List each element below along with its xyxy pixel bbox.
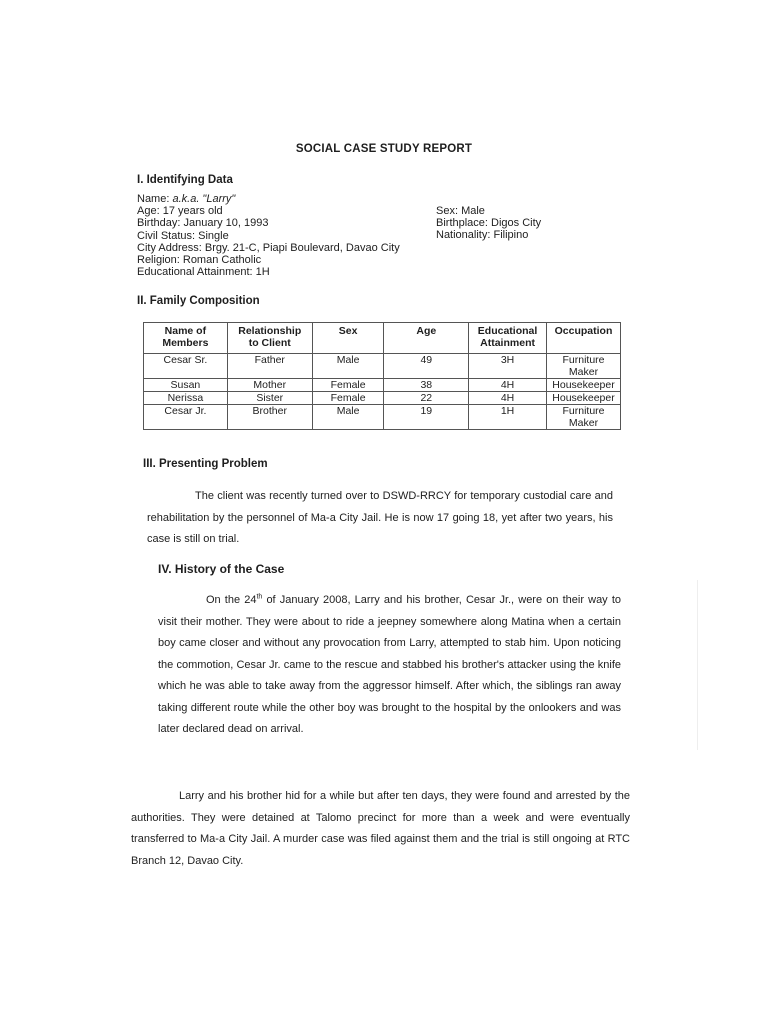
table-cell: Cesar Jr. — [144, 405, 228, 430]
family-composition-table — [143, 322, 621, 430]
table-cell: 4H — [469, 379, 547, 392]
identifying-data-right — [436, 205, 541, 242]
table-row — [144, 405, 621, 430]
report-title: SOCIAL CASE STUDY REPORT — [295, 143, 473, 155]
religion-line: Religion: Roman Catholic — [137, 254, 262, 267]
table-cell: Housekeeper — [547, 392, 621, 405]
column-header: Name of Members — [144, 323, 228, 354]
sex-line: Sex: Male — [436, 205, 485, 217]
section-heading-history-of-the-case: IV. History of the Case — [158, 562, 285, 576]
table-cell: 38 — [384, 379, 469, 392]
column-header: Sex — [312, 323, 384, 354]
column-header: Occupation — [547, 323, 621, 354]
column-header: Educational Attainment — [469, 323, 547, 354]
age-line: Age: 17 years old — [137, 205, 223, 218]
educational-attainment-line: Educational Attainment: 1H — [137, 266, 270, 279]
table-cell: 49 — [384, 354, 469, 379]
table-cell: Furniture Maker — [547, 354, 621, 379]
table-cell: Sister — [227, 392, 312, 405]
column-header: Relationship to Client — [227, 323, 312, 354]
civil-status-line: Civil Status: Single — [137, 229, 229, 242]
table-cell: 3H — [469, 354, 547, 379]
identifying-data-left — [137, 193, 400, 278]
table-cell: 4H — [469, 392, 547, 405]
table-cell: Housekeeper — [547, 379, 621, 392]
section-heading-identifying-data: I. Identifying Data — [137, 174, 233, 186]
table-cell: Father — [227, 354, 312, 379]
table-cell: Female — [312, 392, 384, 405]
table-cell: 19 — [384, 405, 469, 430]
page-edge-line — [697, 580, 698, 750]
name-line: Name: a.k.a. "Larry" — [137, 193, 236, 205]
table-cell: 22 — [384, 392, 469, 405]
history-paragraph-1: On the 24th of January 2008, Larry and his brother, Cesar Jr., were on their way to visit their mother. They were about to ride a jeepney somewhere along Matina when a certain boy came closer and without any provocation from Larry, attempted to stab him. Upon noticing the commotion, Cesar Jr. came to the rescue and stabbed his brother's attacker using the knife which he was able to take away from the aggressor himself. After which, the siblings ran away taking different route while the other boy was brought to the hospital by the onlookers and was later declared dead on arrival. — [158, 593, 621, 735]
table-cell: Susan — [144, 379, 228, 392]
city-address-line: City Address: Brgy. 21-C, Piapi Boulevard, Davao City — [137, 241, 400, 254]
table-row — [144, 392, 621, 405]
table-cell: Mother — [227, 379, 312, 392]
history-paragraph-2: Larry and his brother hid for a while but after ten days, they were found and arrested by the authorities. They were detained at Talomo precinct for more than a week and were eventually transferred to Ma-a City Jail. A murder case was filed against them and the trial is still ongoing at RTC Branch 12, Davao City. — [131, 790, 630, 867]
table-cell: Male — [312, 405, 384, 430]
table-row — [144, 379, 621, 392]
table-cell: Nerissa — [144, 392, 228, 405]
table-header-row — [144, 323, 621, 354]
table-cell: 1H — [469, 405, 547, 430]
presenting-problem-paragraph: The client was recently turned over to DSWD-RRCY for temporary custodial care and rehabilitation by the personnel of Ma-a City Jail. He is now 17 going 18, yet after two years, his case is still on trial. — [147, 490, 613, 545]
section-heading-presenting-problem: III. Presenting Problem — [143, 458, 268, 470]
table-cell: Male — [312, 354, 384, 379]
section-heading-family-composition: II. Family Composition — [137, 295, 260, 307]
table-cell: Brother — [227, 405, 312, 430]
table-row — [144, 354, 621, 379]
table-cell: Female — [312, 379, 384, 392]
table-cell: Cesar Sr. — [144, 354, 228, 379]
birthplace-line: Birthplace: Digos City — [436, 217, 542, 230]
table-cell: Furniture Maker — [547, 405, 621, 430]
column-header: Age — [384, 323, 469, 354]
nationality-line: Nationality: Filipino — [436, 229, 529, 242]
birthday-line: Birthday: January 10, 1993 — [137, 217, 269, 230]
